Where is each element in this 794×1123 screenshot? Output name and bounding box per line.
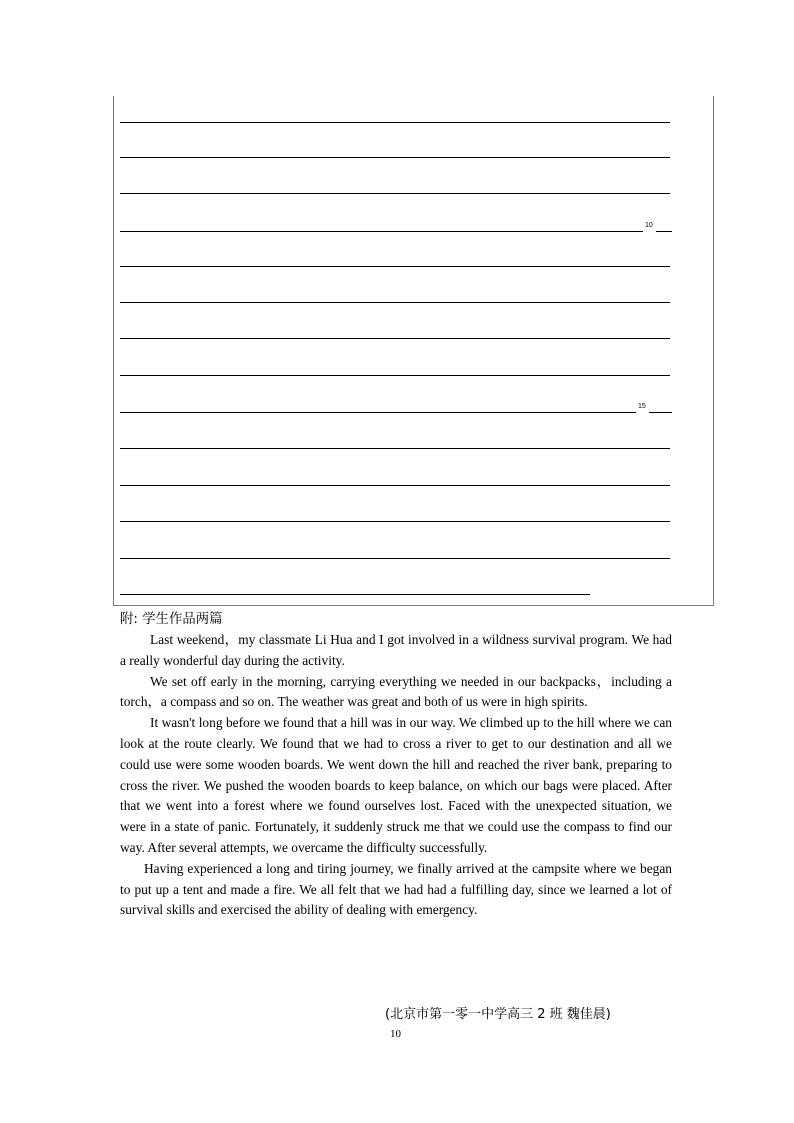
writing-line xyxy=(120,266,670,267)
writing-line xyxy=(120,594,590,595)
writing-line xyxy=(120,521,670,522)
essay-paragraph: Last weekend，my classmate Li Hua and I got involved in a wildness survival program. We had a really wonderful day during the activity. xyxy=(120,632,672,668)
writing-line xyxy=(120,157,670,158)
author-signature: (北京市第一零一中学高三 2 班 魏佳晨) xyxy=(385,1007,611,1022)
line-number: 15 xyxy=(638,403,646,410)
writing-line xyxy=(120,412,636,413)
writing-line xyxy=(120,338,670,339)
writing-line xyxy=(120,193,670,194)
writing-line xyxy=(120,302,670,303)
essay-paragraph: It wasn't long before we found that a hill was in our way. We climbed up to the hill where we can look at the route clearly. We found that we had to cross a river to get to our destination and all we could use were some wooden boards. We went down the hill and reached the river bank, preparing to cross the river. We pushed the wooden boards to keep balance, on which our bags were placed. After that we went into a forest where we found ourselves lost. Faced with the unexpected situation, we were in a state of panic. Fortunately, it suddenly struck me that we could use the compass to find our way. After several attempts, we overcame the difficulty successfully. xyxy=(120,715,672,855)
line-number: 10 xyxy=(645,222,653,229)
writing-box xyxy=(113,96,714,606)
writing-line xyxy=(120,375,670,376)
writing-line xyxy=(120,231,643,232)
writing-line xyxy=(120,558,670,559)
writing-line-tail xyxy=(649,412,672,413)
appendix-heading: 附: 学生作品两篇 xyxy=(120,612,223,627)
sample-essay xyxy=(120,610,672,921)
essay-paragraph: We set off early in the morning, carrying everything we needed in our backpacks，including a torch，a compass and so on. The weather was great and both of us were in high spirits. xyxy=(120,673,672,710)
essay-paragraph: Having experienced a long and tiring journey, we finally arrived at the campsite where we began to put up a tent and made a fire. We all felt that we had had a fulfilling day, since we learned a lot of survival skills and exercised the ability of dealing with emergency. xyxy=(120,860,672,918)
writing-line xyxy=(120,485,670,486)
writing-line xyxy=(120,448,670,449)
page-number: 10 xyxy=(390,1028,401,1040)
writing-line-tail xyxy=(656,231,672,232)
writing-line xyxy=(120,122,670,123)
